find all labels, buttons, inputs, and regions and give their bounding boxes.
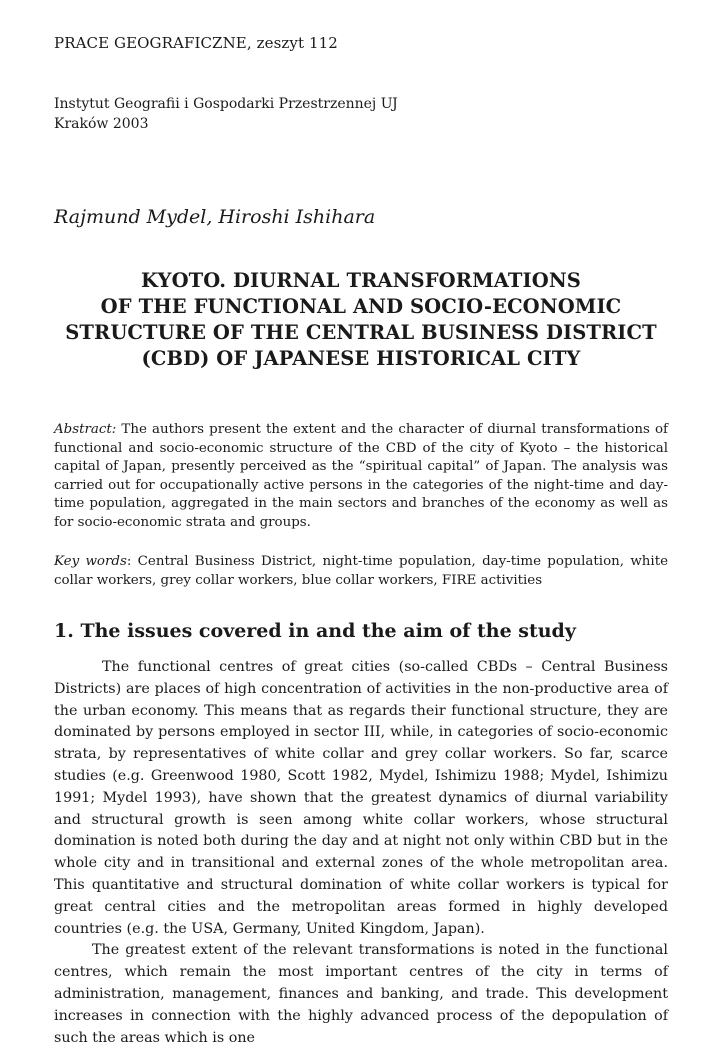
authors: Rajmund Mydel, Hiroshi Ishihara: [54, 206, 376, 228]
paragraph: The greatest extent of the relevant transformations is noted in the functional centres, which remain the most important centres of the city in terms of administration, management, finances and banking, and trade. This development increases in connection with the highly advanced process of the depopulation of such the areas which is one: [54, 942, 668, 1046]
title-line: KYOTO. DIURNAL TRANSFORMATIONS: [141, 269, 581, 292]
journal-series: PRACE GEOGRAFICZNE, zeszyt 112: [54, 34, 338, 52]
institute-name: Instytut Geografii i Gospodarki Przestrzennej UJ: [54, 96, 398, 112]
title-line: (CBD) OF JAPANESE HISTORICAL CITY: [141, 347, 581, 370]
section-heading: 1. The issues covered in and the aim of the study: [54, 620, 576, 642]
abstract: [54, 421, 668, 533]
abstract-text: The authors present the extent and the character of diurnal transformations of functional and socio-economic structure of the CBD of the city of Kyoto – the historical capital of Japan, presently perceived as the “spiritual capital” of Japan. The analysis was carried out for occupationally active persons in the categories of the night-time and day-time population, aggregated in the main sectors and branches of the economy as well as for socio-economic strata and groups.: [54, 422, 668, 530]
body-text: [54, 657, 668, 1049]
abstract-label: Abstract:: [54, 422, 117, 437]
paragraph: The functional centres of great cities (so-called CBDs – Central Business Districts) are places of high concentration of activities in the non-productive area of the urban economy. This means that as regards their functional structure, they are dominated by persons employed in sector III, while, in categories of socio-economic strata, by representatives of white collar and grey collar workers. So far, scarce studies (e.g. Greenwood 1980, Scott 1982, Mydel, Ishimizu 1988; Mydel, Ishimizu 1991; Mydel 1993), have shown that the greatest dynamics of diurnal variability and structural growth is seen among white collar workers, whose structural domination is noted both during the day and at night not only within CBD but in the whole city and in transitional and external zones of the whole metropolitan area. This quantitative and structural domination of white collar workers is typical for great central cities and the metropolitan areas formed in highly developed countries (e.g. the USA, Germany, United Kingdom, Japan).: [54, 659, 668, 937]
keywords-label: Key words: [54, 554, 127, 569]
institute-block: [54, 94, 398, 134]
keywords-text: : Central Business District, night-time population, day-time population, white collar workers, grey collar workers, blue collar workers, FIRE activities: [54, 554, 668, 588]
keywords: [54, 552, 668, 590]
place-year: Kraków 2003: [54, 116, 149, 132]
title-line: OF THE FUNCTIONAL AND SOCIO-ECONOMIC: [100, 295, 622, 318]
title-line: STRUCTURE OF THE CENTRAL BUSINESS DISTRICT: [65, 321, 657, 344]
paper-title: [54, 268, 668, 372]
